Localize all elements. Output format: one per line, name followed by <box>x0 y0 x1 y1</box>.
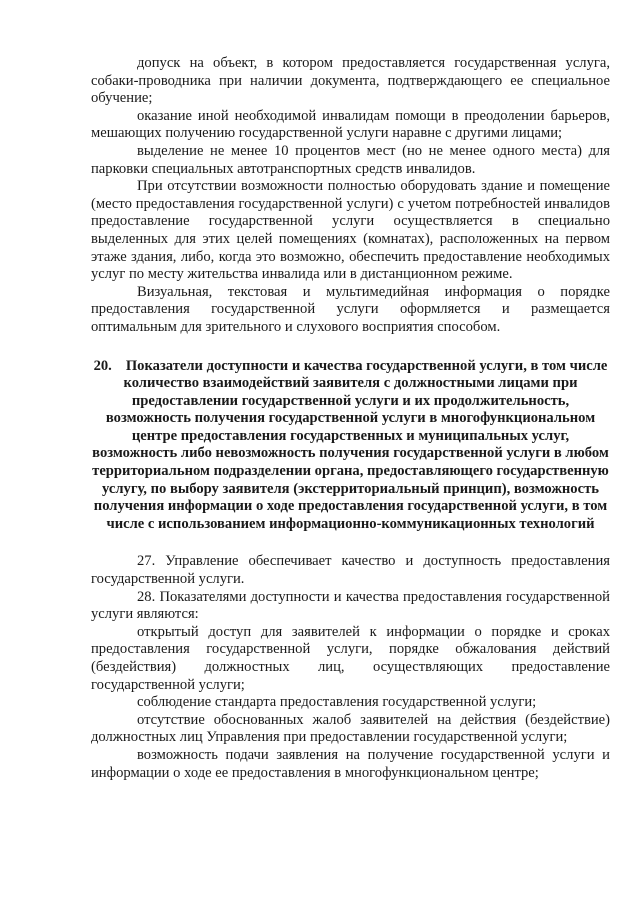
paragraph-parking: выделение не менее 10 процентов мест (но не менее одного места) для парковки специальных автотранспортных средств инвалидов. <box>91 142 610 177</box>
paragraph-27: 27. Управление обеспечивает качество и доступность предоставления государственной услуги. <box>91 553 610 588</box>
paragraph-28: 28. Показателями доступности и качества предоставления государственной услуги являются: <box>91 588 610 623</box>
paragraph-other-assistance: оказание иной необходимой инвалидам помощи в преодолении барьеров, мешающих получению государственной услуги наравне с другими лицами; <box>91 107 610 142</box>
paragraph-no-complaints: отсутствие обоснованных жалоб заявителей на действия (бездействие) должностных лиц Управления при предоставлении государственной услуги; <box>91 711 610 746</box>
section-title: Показатели доступности и качества государственной услуги, в том числе количество взаимодействий заявителя с должностными лицами при предоставлении государственной услуги и их продолжительность, возможность получения государственной услуги в многофункциональном центре предоставления государственных и муниципальных услуг, возможность либо невозможность получения государственной услуги в любом территориальном подразделении органа, предоставляющего государственную услугу, по выбору заявителя (экстерриториальный принцип), возможность получения информации о ходе предоставления государственной услуги, в том числе с использованием информационно-коммуникационных технологий <box>92 357 609 532</box>
paragraph-open-access: открытый доступ для заявителей к информации о порядке и сроках предоставления государственной услуги, порядке обжалования действий (бездействия) должностных лиц, осуществляющих предоставление государственной услуги; <box>91 623 610 693</box>
paragraph-visual-info: Визуальная, текстовая и мультимедийная информация о порядке предоставления государственной услуги оформляется и размещается оптимальным для зрительного и слухового восприятия способом. <box>91 283 610 335</box>
section-number: 20. <box>93 357 112 374</box>
paragraph-no-possibility: При отсутствии возможности полностью оборудовать здание и помещение (место предоставления государственной услуги) с учетом потребностей инвалидов предоставление государственной услуги осуществляется в специально выделенных для этих целей помещениях (комнатах), расположенных на первом этаже здания, либо, когда это возможно, обеспечить предоставление необходимых услуг по месту жительства инвалида или в дистанционном режиме. <box>91 178 610 283</box>
document-page <box>91 55 610 782</box>
section-heading <box>91 358 610 534</box>
paragraph-standard-compliance: соблюдение стандарта предоставления государственной услуги; <box>137 694 537 711</box>
paragraph-mfc-application: возможность подачи заявления на получение государственной услуги и информации о ходе ее предоставления в многофункциональном центре; <box>91 746 610 781</box>
spacer <box>91 533 610 553</box>
paragraph-guide-dog: допуск на объект, в котором предоставляется государственная услуга, собаки-проводника при наличии документа, подтверждающего ее специальное обучение; <box>91 55 610 107</box>
